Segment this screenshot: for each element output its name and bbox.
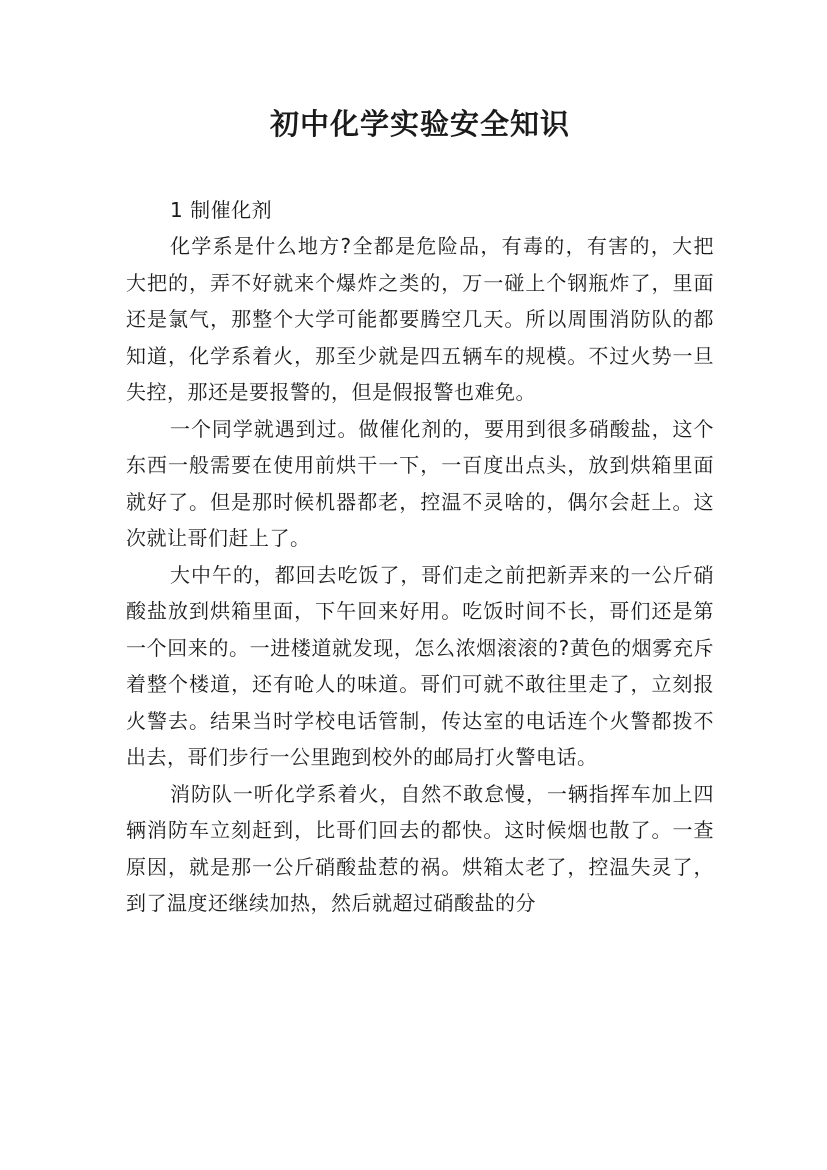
paragraph: 消防队一听化学系着火，自然不敢怠慢，一辆指挥车加上四辆消防车立刻赶到，比哥们回去的都快。这时候烟也散了。一查原因，就是那一公斤硝酸盐惹的祸。烘箱太老了，控温失灵了，到了温度还继续加热，然后就超过硝酸盐的分 xyxy=(126,781,714,915)
document-body xyxy=(126,192,714,922)
paragraph: 化学系是什么地方?全都是危险品，有毒的，有害的，大把大把的，弄不好就来个爆炸之类的，万一碰上个钢瓶炸了，里面还是氯气，那整个大学可能都要腾空几天。所以周围消防队的都知道，化学系着火，那至少就是四五辆车的规模。不过火势一旦失控，那还是要报警的，但是假报警也难免。 xyxy=(126,234,714,404)
document-title: 初中化学实验安全知识 xyxy=(269,107,570,141)
paragraph: 一个同学就遇到过。做催化剂的，要用到很多硝酸盐，这个东西一般需要在使用前烘干一下，一百度出点头，放到烘箱里面就好了。但是那时候机器都老，控温不灵啥的，偶尔会赶上。这次就让哥们赶上了。 xyxy=(126,416,714,550)
paragraph: 大中午的，都回去吃饭了，哥们走之前把新弄来的一公斤硝酸盐放到烘箱里面，下午回来好用。吃饭时间不长，哥们还是第一个回来的。一进楼道就发现，怎么浓烟滚滚的?黄色的烟雾充斥着整个楼道，还有呛人的味道。哥们可就不敢往里走了，立刻报火警去。结果当时学校电话管制，传达室的电话连个火警都拨不出去，哥们步行一公里跑到校外的邮局打火警电话。 xyxy=(126,562,714,769)
section-heading: 1 制催化剂 xyxy=(170,198,273,222)
document-page xyxy=(126,0,714,1170)
